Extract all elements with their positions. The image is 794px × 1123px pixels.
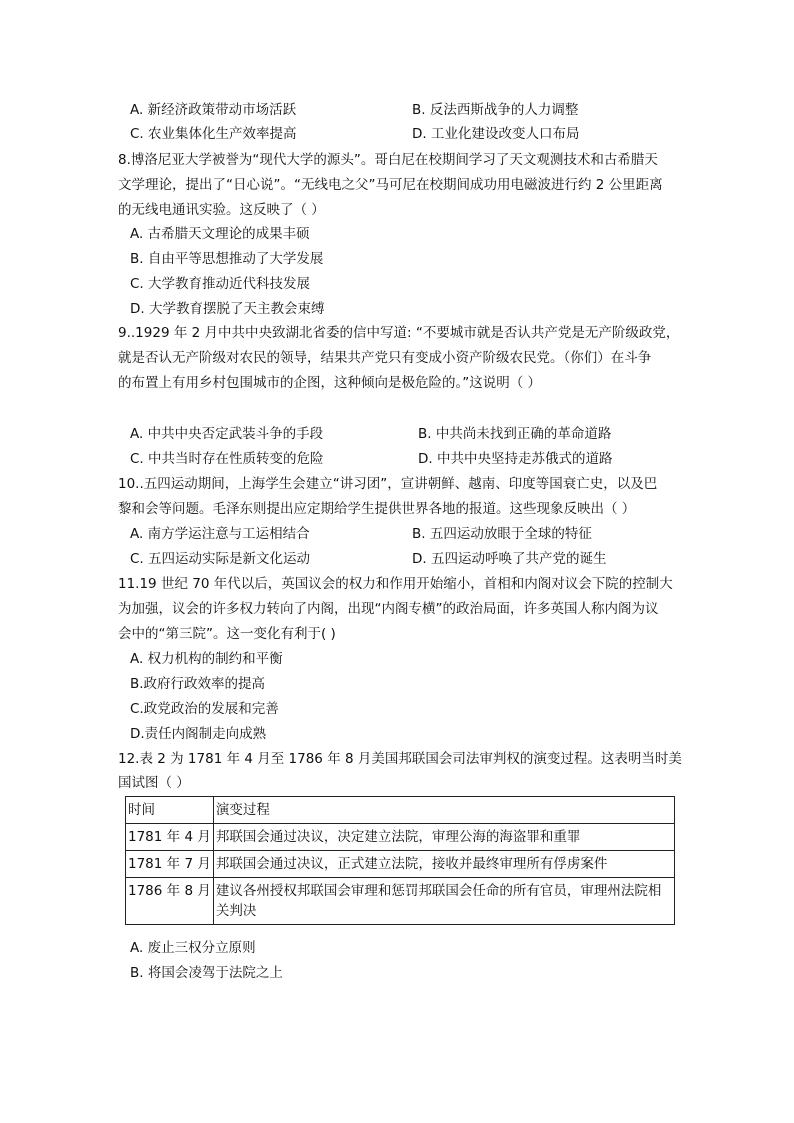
q11-option-b[interactable]: B.政府行政效率的提高 — [130, 676, 266, 692]
q8-stem-line-2: 文学理论，提出了“日心说”。“无线电之父”马可尼在校期间成功用电磁波进行约 2 公里距离 — [118, 177, 663, 193]
q9-option-c[interactable]: C. 中共当时存在性质转变的危险 — [130, 451, 324, 467]
table-header-process: 演变过程 — [213, 797, 674, 824]
table-cell-time: 1781 年 7 月 — [126, 851, 214, 878]
q11-stem-line-1: 11.19 世纪 70 年代以后，英国议会的权力和作用开始缩小，首相和内阁对议会下院的控制大 — [118, 576, 673, 592]
table-header-time: 时间 — [126, 797, 214, 824]
q9-option-b[interactable]: B. 中共尚未找到正确的革命道路 — [418, 426, 612, 442]
table-cell-process: 邦联国会通过决议，决定建立法院，审理公海的海盗罪和重罪 — [213, 824, 674, 851]
q8-option-d[interactable]: D. 大学教育摆脱了天主教会束缚 — [130, 301, 325, 317]
table-cell-process: 邦联国会通过决议，正式建立法院，接收并最终审理所有俘虏案件 — [213, 851, 674, 878]
q8-option-c[interactable]: C. 大学教育推动近代科技发展 — [130, 276, 311, 292]
q8-stem-line-3: 的无线电通讯实验。这反映了（ ） — [118, 202, 325, 218]
q10-option-c[interactable]: C. 五四运动实际是新文化运动 — [130, 551, 311, 567]
q9-option-d[interactable]: D. 中共中央坚持走苏俄式的道路 — [418, 451, 613, 467]
table-row — [126, 824, 675, 851]
table-cell-time: 1786 年 8 月 — [126, 878, 214, 925]
q10-stem-line-1: 10..五四运动期间，上海学生会建立“讲习团”，宣讲朝鲜、越南、印度等国衰亡史，以及巴 — [118, 476, 658, 492]
q11-option-c[interactable]: C.政党政治的发展和完善 — [130, 701, 279, 717]
q8-option-a[interactable]: A. 古希腊天文理论的成果丰硕 — [130, 226, 310, 242]
q12-stem-line-2: 国试图（ ） — [118, 775, 190, 791]
q8-stem-line-1: 8.博洛尼亚大学被誉为“现代大学的源头”。哥白尼在校期间学习了天文观测技术和古希腊天 — [118, 152, 658, 168]
q11-stem-line-3: 会中的“第三院”。这一变化有利于( ) — [118, 626, 336, 642]
table-row — [126, 878, 675, 925]
q11-option-d[interactable]: D.责任内阁制走向成熟 — [130, 726, 267, 742]
q10-option-a[interactable]: A. 南方学运注意与工运相结合 — [130, 526, 310, 542]
q11-option-a[interactable]: A. 权力机构的制约和平衡 — [130, 651, 283, 667]
q10-stem-line-2: 黎和会等问题。毛泽东则提出应定期给学生提供世界各地的报道。这些现象反映出（ ） — [118, 501, 636, 517]
table-row — [126, 851, 675, 878]
q9-stem-line-1: 9..1929 年 2 月中共中央致湖北省委的信中写道: “不要城市就是否认共产党是无产阶级政党， — [118, 325, 680, 341]
table-header-row — [126, 797, 675, 824]
q12-option-b[interactable]: B. 将国会凌驾于法院之上 — [130, 965, 283, 981]
q9-option-a[interactable]: A. 中共中央否定武装斗争的手段 — [130, 426, 324, 442]
table-cell-time: 1781 年 4 月 — [126, 824, 214, 851]
q7-option-a[interactable]: A. 新经济政策带动市场活跃 — [130, 102, 297, 118]
q11-stem-line-2: 为加强，议会的许多权力转向了内阁，出现“内阁专横”的政治局面，许多英国人称内阁为议 — [118, 601, 659, 617]
q9-stem-line-2: 就是否认无产阶级对农民的领导，结果共产党只有变成小资产阶级农民党。（你们）在斗争 — [118, 350, 652, 366]
q9-stem-line-3: 的布置上有用乡村包围城市的企图，这种倾向是极危险的。”这说明（ ） — [118, 375, 542, 391]
table-cell-process: 建议各州授权邦联国会审理和惩罚邦联国会任命的所有官员，审理州法院相关判决 — [213, 878, 674, 925]
q10-option-b[interactable]: B. 五四运动放眼于全球的特征 — [412, 526, 592, 542]
q7-option-b[interactable]: B. 反法西斯战争的人力调整 — [412, 102, 579, 118]
q7-option-d[interactable]: D. 工业化建设改变人口布局 — [412, 126, 580, 142]
q12-stem-line-1: 12.表 2 为 1781 年 4 月至 1786 年 8 月美国邦联国会司法审判权的演变过程。这表明当时美 — [118, 751, 682, 767]
q7-option-c[interactable]: C. 农业集体化生产效率提高 — [130, 126, 297, 142]
q8-option-b[interactable]: B. 自由平等思想推动了大学发展 — [130, 251, 324, 267]
q10-option-d[interactable]: D. 五四运动呼唤了共产党的诞生 — [412, 551, 607, 567]
q12-option-a[interactable]: A. 废止三权分立原则 — [130, 940, 256, 956]
evolution-table — [125, 796, 675, 925]
